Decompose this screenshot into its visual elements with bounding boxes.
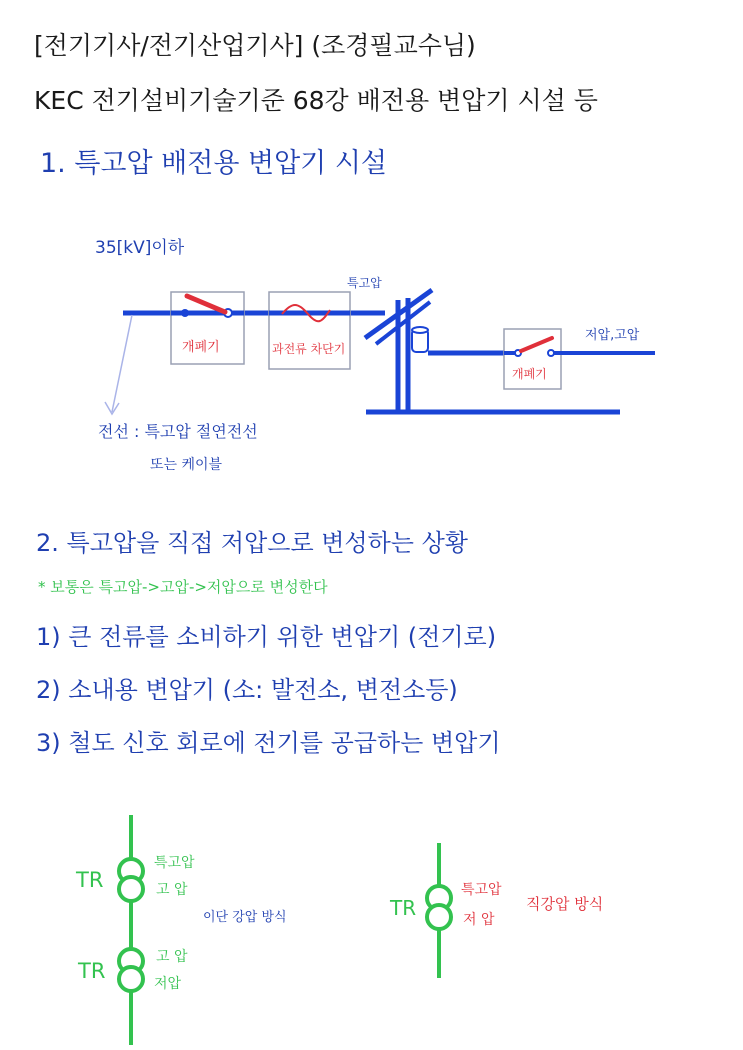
tr2-coil-bottom: [119, 967, 143, 991]
switch1-label: 개폐기: [182, 340, 220, 355]
tr1-coil-bottom: [119, 877, 143, 901]
section1-title: 1. 특고압 배전용 변압기 시설: [40, 148, 387, 179]
two-stage-method: 이단 강압 방식: [203, 910, 287, 925]
tr-direct-coil-bottom: [427, 905, 451, 929]
tr1-label: TR: [76, 868, 104, 892]
fuse-label: 과전류 차단기: [272, 342, 346, 356]
switch2-label: 개폐기: [512, 367, 547, 381]
header-title-line1: [전기기사/전기산업기사] (조경필교수님): [34, 31, 476, 60]
tr2-primary: 고 압: [156, 949, 188, 965]
direct-method: 직강압 방식: [526, 895, 604, 913]
tr1-primary: 특고압: [154, 855, 195, 871]
tr-direct-label: TR: [390, 896, 417, 920]
high-voltage-label: 특고압: [347, 276, 382, 290]
tr2-secondary: 저압: [154, 976, 182, 992]
section2-note: * 보통은 특고압->고압->저압으로 변성한다: [38, 578, 328, 596]
list-item-2: 2) 소내용 변압기 (소: 발전소, 변전소등): [36, 676, 458, 704]
tr2-label: TR: [78, 959, 106, 983]
tr-direct-secondary: 저 압: [463, 912, 495, 928]
list-item-3: 3) 철도 신호 회로에 전기를 공급하는 변압기: [36, 729, 501, 757]
header-title-line2: KEC 전기설비기술기준 68강 배전용 변압기 시설 등: [34, 86, 598, 115]
wire-label-2: 또는 케이블: [150, 457, 223, 473]
output-label: 저압,고압: [585, 328, 640, 343]
voltage-label: 35[kV]이하: [95, 238, 185, 258]
tr-direct-primary: 특고압: [461, 882, 502, 898]
tr1-secondary: 고 압: [156, 882, 188, 898]
list-item-1: 1) 큰 전류를 소비하기 위한 변압기 (전기로): [36, 623, 497, 651]
wire-label: 전선 : 특고압 절연전선: [98, 422, 258, 441]
section2-title: 2. 특고압을 직접 저압으로 변성하는 상황: [36, 529, 468, 557]
